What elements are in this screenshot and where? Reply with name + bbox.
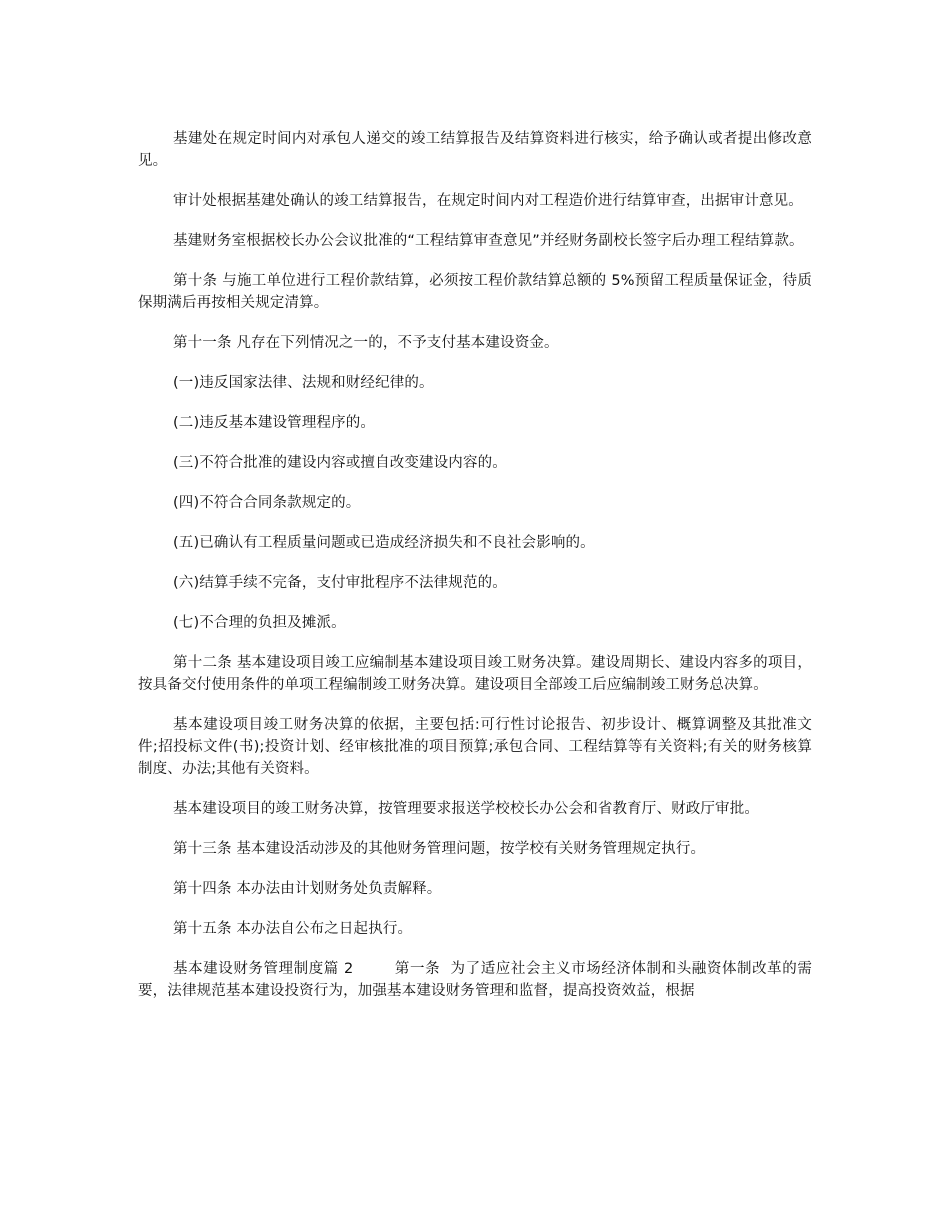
paragraph-article-10: 第十条 与施工单位进行工程价款结算，必须按工程价款结算总额的 5%预留工程质量保证金，待质保期满后再按相关规定清算。: [138, 273, 812, 311]
paragraph-article-13: 第十三条 基本建设活动涉及的其他财务管理问题，按学校有关财务管理规定执行。: [173, 841, 706, 857]
paragraph-article-15: 第十五条 本办法自公布之日起执行。: [173, 921, 413, 937]
list-item-7: (七)不合理的负担及摊派。: [173, 615, 346, 631]
list-item-3: (三)不符合批准的建设内容或擅自改变建设内容的。: [173, 455, 507, 471]
list-item-1: (一)违反国家法律、法规和财经纪律的。: [173, 375, 434, 391]
list-item-4: (四)不符合合同条款规定的。: [173, 495, 361, 511]
list-item-2: (二)违反基本建设管理程序的。: [173, 415, 376, 431]
document-body: [138, 128, 812, 1020]
paragraph-part-2-article-1: 基本建设财务管理制度篇 2 第一条 为了适应社会主义市场经济体制和头融资体制改革的需要，法律规范基本建设投资行为，加强基本建设财务管理和监督，提高投资效益，根据: [138, 961, 812, 999]
list-item-5: (五)已确认有工程质量问题或已造成经济损失和不良社会影响的。: [173, 535, 595, 551]
paragraph-article-14: 第十四条 本办法由计划财务处负责解释。: [173, 881, 442, 897]
paragraph-verification: 基建处在规定时间内对承包人递交的竣工结算报告及结算资料进行核实，给予确认或者提出修改意见。: [138, 131, 812, 169]
paragraph-article-11: 第十一条 凡存在下列情况之一的，不予支付基本建设资金。: [173, 335, 559, 351]
paragraph-article-12: 第十二条 基本建设项目竣工应编制基本建设项目竣工财务决算。建设周期长、建设内容多的项目，按具备交付使用条件的单项工程编制竣工财务决算。建设项目全部竣工后应编制竣工财务总决算。: [138, 655, 812, 693]
list-item-6: (六)结算手续不完备，支付审批程序不法律规范的。: [173, 575, 507, 591]
paragraph-audit: 审计处根据基建处确认的竣工结算报告，在规定时间内对工程造价进行结算审查，出据审计意见。: [173, 193, 803, 209]
paragraph-basis: 基本建设项目竣工财务决算的依据，主要包括:可行性讨论报告、初步设计、概算调整及其批准文件;招投标文件(书);投资计划、经审核批准的项目预算;承包合同、工程结算等有关资料;有关的财务核算制度、办法;其他有关资料。: [138, 717, 812, 777]
paragraph-approval: 基本建设项目的竣工财务决算，按管理要求报送学校校长办公会和省教育厅、财政厅审批。: [173, 801, 759, 817]
paragraph-finance-office: 基建财务室根据校长办公会议批准的“工程结算审查意见”并经财务副校长签字后办理工程结算款。: [173, 233, 804, 249]
